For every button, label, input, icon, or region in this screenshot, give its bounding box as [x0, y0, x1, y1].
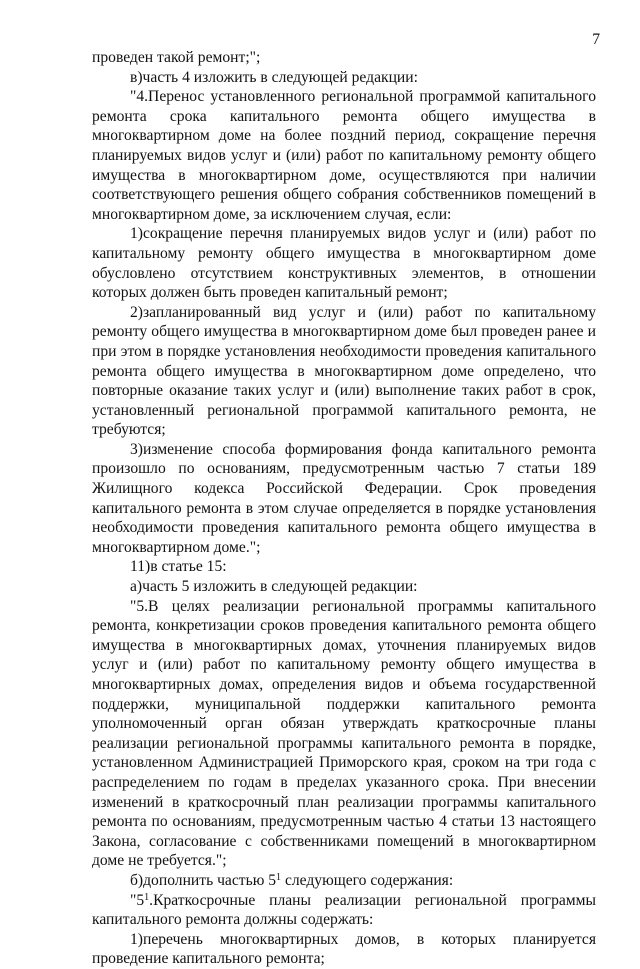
paragraph: 11)в статье 15:: [130, 558, 227, 576]
text-run: "5: [130, 891, 145, 909]
paragraph: "5.В целях реализации региональной программы капитального ремонта, конкретизации сроков проведения капитального ремонта общего имущества в многоквартирных домах, уточнения планируемых видов услуг и (или) работ по капитальному ремонту общего имущества в многоквартирных домах, определения видов и объема государственной поддержки, муниципальной поддержки капитального ремонта уполномоченный орган обязан утверждать краткосрочные планы реализации региональной программы капитального ремонта в порядке, установленном Администрацией Приморского края, сроком на три года с распределением по годам в пределах указанного срока. При внесении изменений в краткосрочный план реализации программы капитального ремонта по основаниям, предусмотренным частью 4 статьи 13 настоящего Закона, согласование с собственниками помещений в многоквартирном доме не требуется.";: [92, 597, 596, 870]
paragraph: а)часть 5 изложить в следующей редакции:: [130, 578, 418, 596]
superscript: 1: [144, 891, 150, 903]
paragraph: 2)запланированный вид услуг и (или) работ по капитальному ремонту общего имущества в многоквартирном доме был проведен ранее и при этом в порядке установления необходимости проведения капитального ремонта общего имущества в многоквартирном доме определено, что повторные оказание таких услуг и (или) выполнение таких работ в срок, установленный региональной программой капитального ремонта, не требуются;: [92, 303, 596, 439]
superscript: 1: [276, 871, 282, 883]
paragraph: 3)изменение способа формирования фонда капитального ремонта произошло по основаниям, предусмотренным частью 7 статьи 189 Жилищного кодекса Российской Федерации. Срок проведения капитального ремонта в этом случае определяется в порядке установления необходимости проведения капитального ремонта общего имущества в многоквартирном доме.";: [92, 440, 596, 556]
paragraph: 1)перечень многоквартирных домов, в которых планируется проведение капитального ремонта;: [92, 930, 596, 968]
text-run: .Краткосрочные планы реализации региональной программы капитального ремонта должны содержать:: [92, 891, 596, 929]
paragraph: [92, 891, 596, 930]
paragraph: "4.Перенос установленного региональной программой капитального ремонта срока капитального ремонта общего имущества в многоквартирном доме на более поздний период, сокращение перечня планируемых видов услуг и (или) работ по капитальному ремонту общего имущества в многоквартирном доме, осуществляются при наличии соответствующего решения общего собрания собственников помещений в многоквартирном доме, за исключением случая, если:: [92, 88, 596, 223]
paragraph: [92, 871, 596, 891]
paragraph: в)часть 4 изложить в следующей редакции:: [130, 68, 418, 86]
text-run: следующего содержания:: [281, 871, 454, 889]
paragraph: проведен такой ремонт;";: [92, 49, 261, 66]
document-body: [92, 48, 596, 969]
text-run: б)дополнить частью 5: [130, 871, 277, 889]
page-number: 7: [592, 31, 600, 48]
paragraph: 1)сокращение перечня планируемых видов услуг и (или) работ по капитальному ремонту общего имущества в многоквартирном доме обусловлено отсутствием конструктивных элементов, в отношении которых должен быть проведен капитальный ремонт;: [92, 225, 596, 302]
